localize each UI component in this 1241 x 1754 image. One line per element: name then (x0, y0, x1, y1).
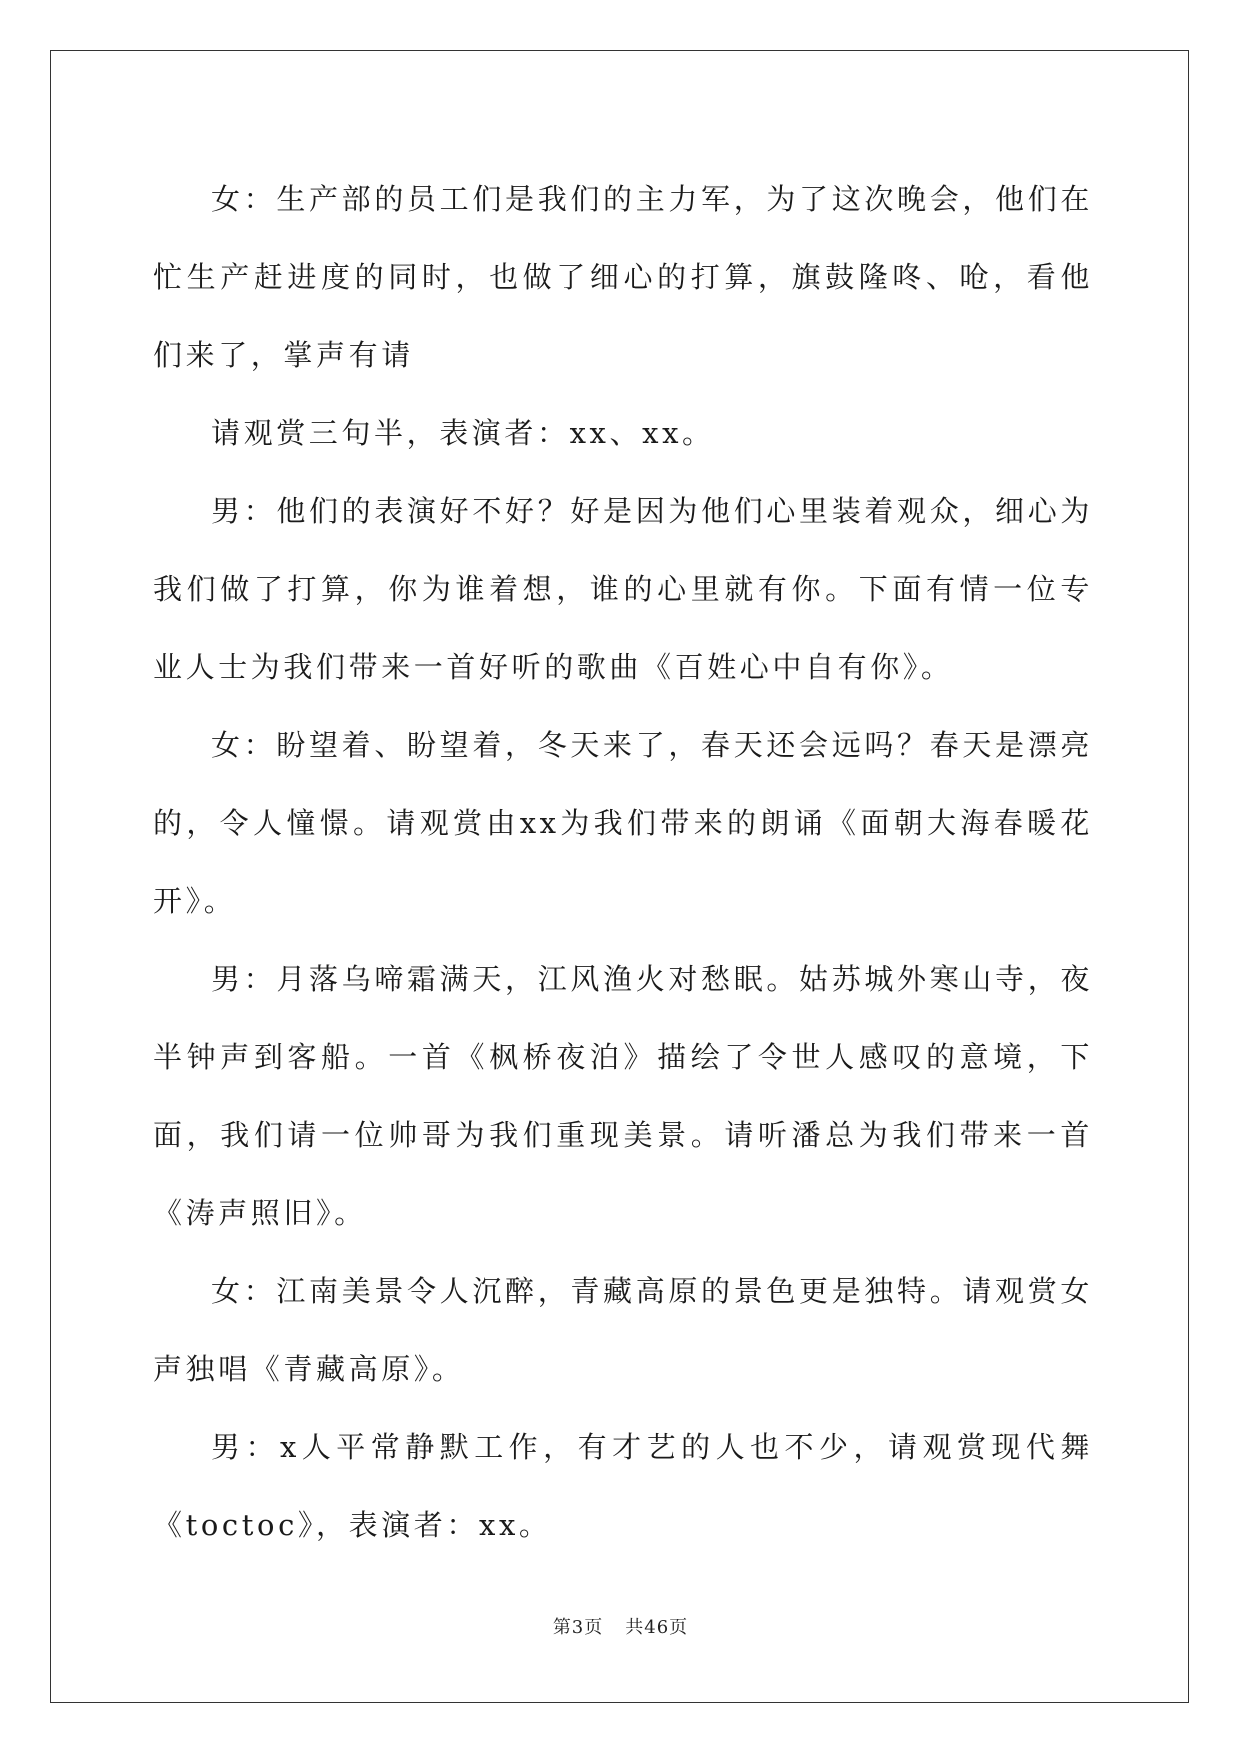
page-number: 第3页 (552, 1617, 604, 1638)
paragraph: 女：江南美景令人沉醉，青藏高原的景色更是独特。请观赏女声独唱《青藏高原》。 (153, 1274, 1093, 1386)
paragraph: 男：他们的表演好不好？好是因为他们心里装着观众，细心为我们做了打算，你为谁着想，谁的心里就有你。下面有情一位专业人士为我们带来一首好听的歌曲《百姓心中自有你》。 (153, 494, 1093, 684)
paragraph: 女：生产部的员工们是我们的主力军，为了这次晚会，他们在忙生产赶进度的同时，也做了细心的打算，旗鼓隆咚、呛，看他们来了，掌声有请 (153, 182, 1093, 372)
paragraph: 男：月落乌啼霜满天，江风渔火对愁眠。姑苏城外寒山寺，夜半钟声到客船。一首《枫桥夜泊》描绘了令世人感叹的意境，下面，我们请一位帅哥为我们重现美景。请听潘总为我们带来一首《涛声照旧》。 (153, 962, 1093, 1230)
page-footer (0, 1613, 1241, 1639)
page-total: 共46页 (625, 1617, 689, 1638)
paragraph: 请观赏三句半，表演者：xx、xx。 (211, 416, 715, 450)
paragraph: 男：x人平常静默工作，有才艺的人也不少，请观赏现代舞《toctoc》，表演者：xx。 (153, 1430, 1093, 1542)
paragraph: 女：盼望着、盼望着，冬天来了，春天还会远吗？春天是漂亮的，令人憧憬。请观赏由xx为我们带来的朗诵《面朝大海春暖花开》。 (153, 728, 1093, 918)
document-body (153, 160, 1093, 1564)
